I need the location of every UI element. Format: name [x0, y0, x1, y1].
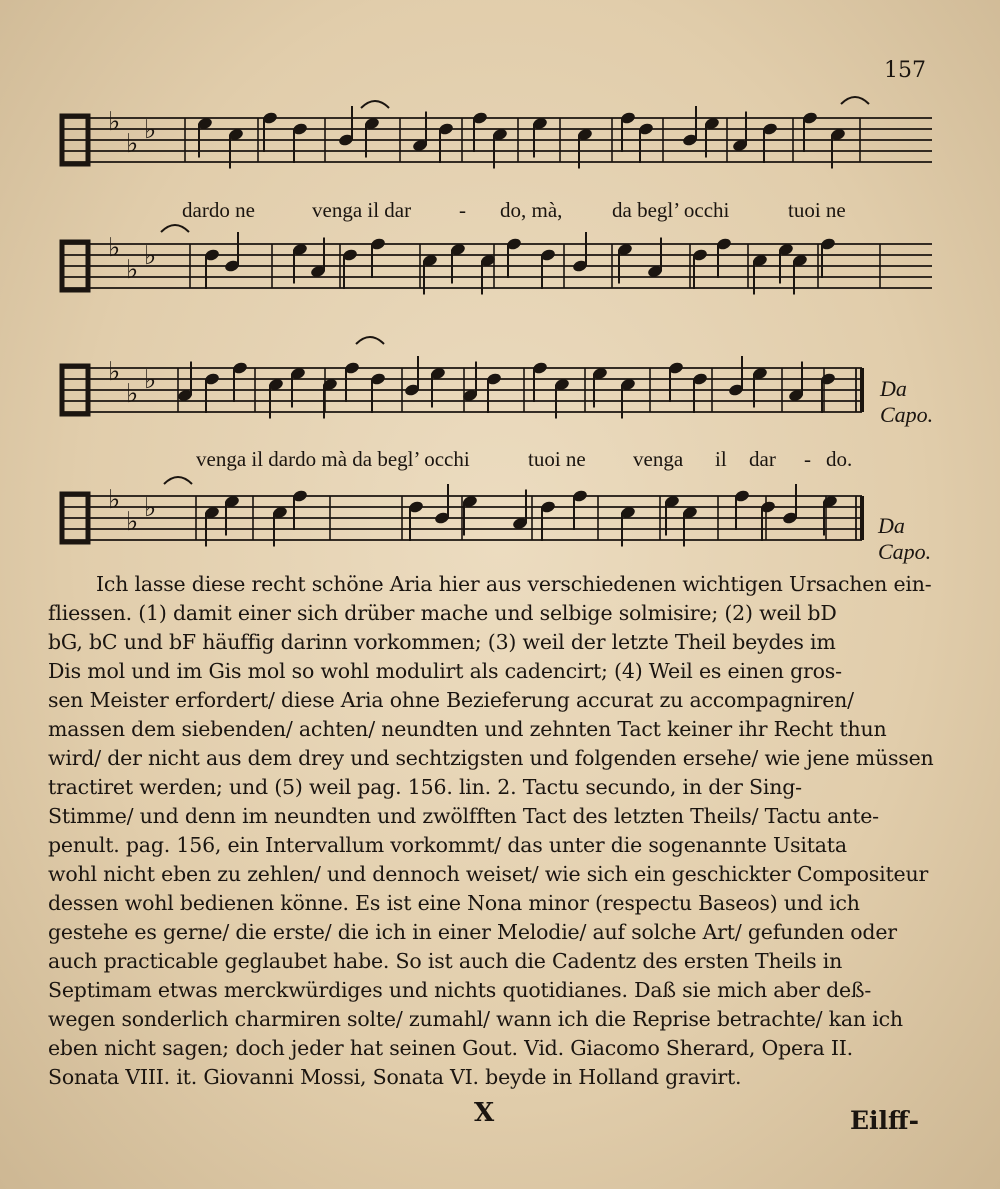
text-line: wegen sonderlich charmiren solte/ zumahl/ wann ich die Reprise betrachte/ kan ich	[48, 1007, 903, 1031]
text-line: Ich lasse diese recht schöne Aria hier aus verschiedenen wichtigen Ursachen ein-	[96, 572, 932, 596]
flat-sign: ♭	[108, 485, 121, 515]
flat-sign: ♭	[126, 379, 139, 409]
text-line: dessen wohl bedienen könne. Es ist eine Nona minor (respectu Baseos) und ich	[48, 891, 860, 915]
lyric-1-6: tuoi ne	[788, 198, 846, 222]
lyric-3-5: dar	[749, 447, 776, 471]
page-number: 157	[884, 58, 926, 83]
flat-sign: ♭	[126, 255, 139, 285]
flat-sign: ♭	[144, 493, 157, 523]
flat-sign: ♭	[126, 129, 139, 159]
flat-sign: ♭	[144, 115, 157, 145]
text-line: bG, bC und bF häuffig darinn vorkommen; (3) weil der letzte Theil beydes im	[48, 630, 836, 654]
catchword: Eilff-	[850, 1106, 919, 1135]
text-line: massen dem siebenden/ achten/ neundten und zehnten Tact keiner ihr Recht thun	[48, 717, 887, 741]
lyric-3-2: tuoi ne	[528, 447, 586, 471]
flat-sign: ♭	[144, 365, 157, 395]
lyric-1-4: do, mà,	[500, 198, 563, 222]
text-line: gestehe es gerne/ die erste/ die ich in einer Melodie/ auf solche Art/ gefunden oder	[48, 920, 897, 944]
flat-sign: ♭	[108, 233, 121, 263]
tie-arc	[841, 97, 869, 104]
text-line: wohl nicht eben zu zehlen/ und dennoch weiset/ wie sich ein geschickter Compositeur	[48, 862, 929, 886]
da-capo-upper: Da Capo.	[880, 376, 934, 427]
flat-sign: ♭	[144, 241, 157, 271]
signature-mark: X	[474, 1098, 495, 1128]
lyric-1-5: da begl’ occhi	[612, 198, 730, 222]
text-line: Stimme/ und denn im neundten und zwölfften Tact des letzten Theils/ Tactu ante-	[48, 804, 879, 828]
tie-arc	[361, 101, 389, 108]
flat-sign: ♭	[108, 357, 121, 387]
text-line: eben nicht sagen; doch jeder hat seinen Gout. Vid. Giacomo Sherard, Opera II.	[48, 1036, 853, 1060]
lyric-1-1: dardo ne	[182, 198, 255, 222]
commentary-text	[48, 570, 943, 1092]
text-line: sen Meister erfordert/ diese Aria ohne Bezieferung accurat zu accompagniren/	[48, 688, 854, 712]
text-line: penult. pag. 156, ein Intervallum vorkommt/ das unter die sogenannte Usitata	[48, 833, 847, 857]
tie-arc	[164, 477, 192, 484]
text-line: Septimam etwas merckwürdiges und nichts quotidianes. Daß sie mich aber deß-	[48, 978, 872, 1002]
lyric-1-3: -	[459, 198, 466, 222]
lyric-3-3: venga	[633, 447, 684, 471]
tie-arc	[356, 337, 384, 344]
text-line: auch practicable geglaubet habe. So ist auch die Cadentz des ersten Theils in	[48, 949, 843, 973]
flat-sign: ♭	[126, 507, 139, 537]
flat-sign: ♭	[108, 107, 121, 137]
lyric-1-2: venga il dar	[312, 198, 412, 222]
text-line: tractiret werden; und (5) weil pag. 156. lin. 2. Tactu secundo, in der Sing-	[48, 775, 802, 799]
text-line: Dis mol und im Gis mol so wohl modulirt als cadencirt; (4) Weil es einen gros-	[48, 659, 842, 683]
text-line: Sonata VIII. it. Giovanni Mossi, Sonata VI. beyde in Holland gravirt.	[48, 1065, 742, 1089]
da-capo-lower: Da Capo.	[878, 513, 932, 564]
lyric-3-1: venga il dardo mà da begl’ occhi	[196, 447, 470, 471]
lyric-3-6: -	[804, 447, 811, 471]
music-notation	[0, 0, 1000, 570]
lyric-3-4: il	[715, 447, 727, 471]
tie-arc	[161, 225, 189, 232]
lyric-3-7: do.	[826, 447, 853, 471]
text-line: fliessen. (1) damit einer sich drüber mache und selbige solmisire; (2) weil bD	[48, 601, 837, 625]
text-line: wird/ der nicht aus dem drey und sechtzigsten und folgenden ersehe/ wie jene müssen	[48, 746, 934, 770]
